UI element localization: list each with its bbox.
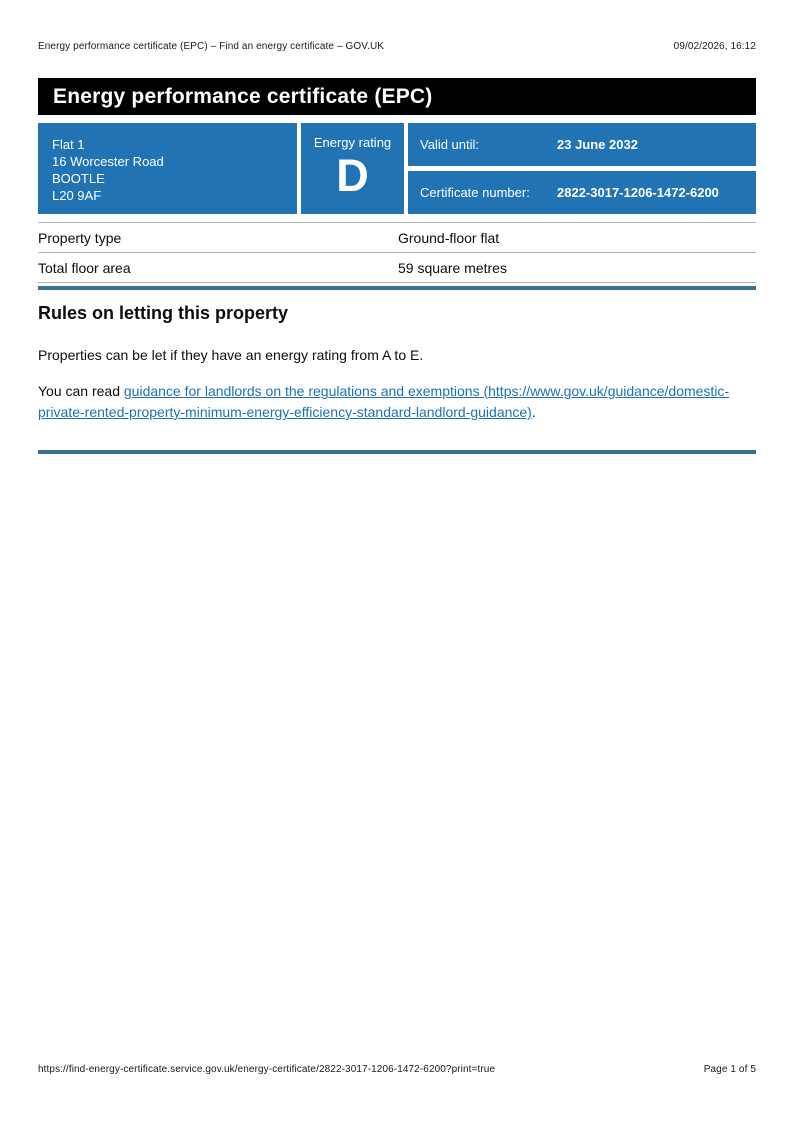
certificate-meta-column	[408, 123, 756, 214]
section-divider	[38, 286, 756, 290]
certificate-title: Energy performance certificate (EPC)	[53, 84, 433, 108]
property-address-box	[38, 123, 297, 214]
address-line-2: 16 Worcester Road	[52, 154, 164, 169]
browser-print-footer	[38, 1064, 756, 1075]
certificate-summary	[38, 123, 756, 214]
total-floor-area-value: 59 square metres	[398, 260, 507, 276]
print-footer-page-number: Page 1 of 5	[703, 1064, 756, 1075]
certificate-number-value: 2822-3017-1206-1472-6200	[557, 185, 719, 200]
guidance-paragraph	[38, 381, 756, 423]
section-divider	[38, 450, 756, 454]
table-row	[38, 222, 756, 253]
energy-rating-label: Energy rating	[313, 135, 392, 150]
total-floor-area-label: Total floor area	[38, 260, 131, 276]
section-heading: Rules on letting this property	[38, 303, 289, 323]
table-row	[38, 253, 756, 283]
letting-rules-section	[38, 303, 756, 423]
property-type-label: Property type	[38, 230, 122, 246]
address-line-4: L20 9AF	[52, 188, 102, 203]
letting-rules-paragraph: Properties can be let if they have an energy rating from A to E.	[38, 347, 424, 363]
energy-rating-value: D	[336, 150, 369, 201]
valid-until-box	[408, 123, 756, 166]
address-line-1: Flat 1	[52, 137, 85, 152]
guidance-paragraph-prefix: You can read	[38, 383, 124, 399]
print-header-datetime: 09/02/2026, 16:12	[673, 41, 756, 52]
property-details-table	[38, 222, 756, 283]
print-footer-url: https://find-energy-certificate.service.gov.uk/energy-certificate/2822-3017-1206-1472-6200?print=true	[38, 1064, 496, 1075]
certificate-number-label: Certificate number:	[420, 185, 530, 200]
landlord-guidance-link[interactable]: guidance for landlords on the regulations and exemptions (https://www.gov.uk/guidance/domestic-private-rented-property-minimum-energy-efficiency-standard-landlord-guidance)	[38, 383, 730, 420]
energy-rating-box	[301, 123, 404, 214]
address-line-3: BOOTLE	[52, 171, 105, 186]
print-header-title: Energy performance certificate (EPC) – Find an energy certificate – GOV.UK	[38, 41, 385, 52]
browser-print-header	[38, 41, 756, 52]
property-type-value: Ground-floor flat	[398, 230, 500, 246]
guidance-paragraph-suffix: .	[531, 404, 536, 420]
valid-until-value: 23 June 2032	[557, 137, 638, 152]
certificate-number-box	[408, 171, 756, 214]
valid-until-label: Valid until:	[420, 137, 480, 152]
certificate-banner	[38, 78, 756, 115]
